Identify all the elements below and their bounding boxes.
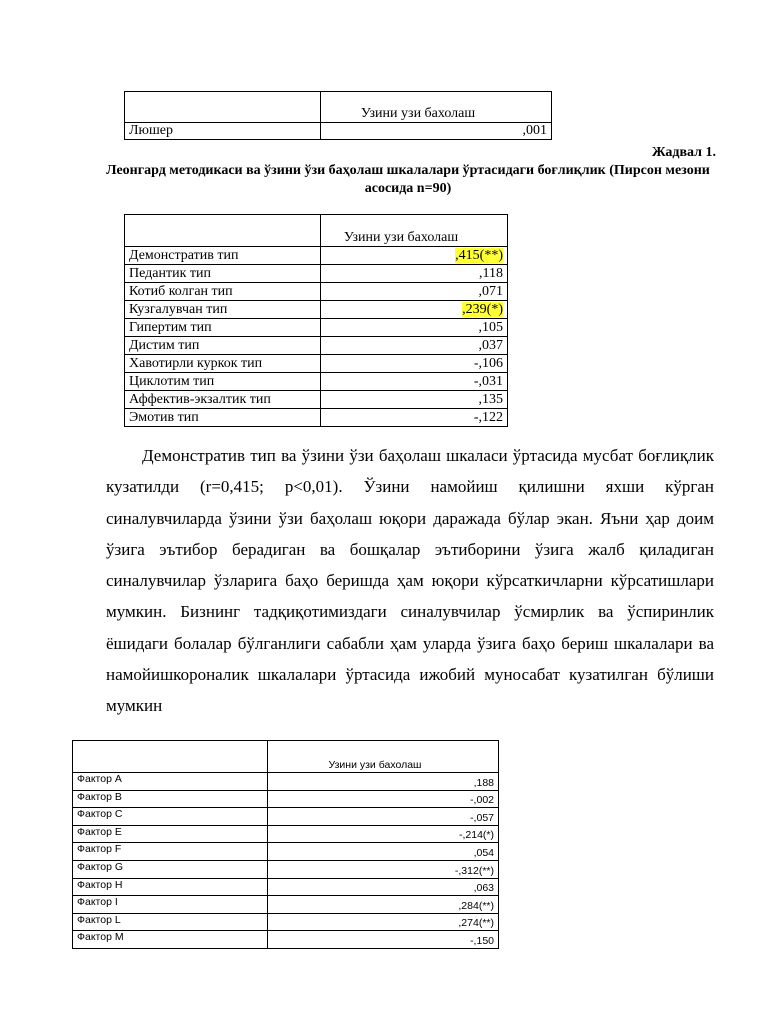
row-label: Фактор M [73, 931, 268, 949]
table-row [73, 913, 499, 931]
table-row [125, 373, 508, 391]
row-label: Дистим тип [125, 337, 321, 355]
row-value: ,054 [268, 843, 499, 861]
table-caption-title: Леонгард методикаси ва ўзини ўзи баҳолаш шкалалари ўртасидаги боғлиқлик (Пирсон мезони асосида n=90) [106, 163, 710, 196]
table-row [73, 825, 499, 843]
row-value: -,057 [268, 808, 499, 826]
row-label: Демонстратив тип [125, 247, 321, 265]
table2-header: Узини узи бахолаш [321, 215, 508, 247]
row-value: ,284(**) [268, 896, 499, 914]
row-label: Котиб колган тип [125, 283, 321, 301]
table-row [73, 790, 499, 808]
table-row [125, 123, 552, 140]
row-label: Фактор H [73, 878, 268, 896]
table-row [125, 301, 508, 319]
row-value: -,106 [321, 355, 508, 373]
body-paragraph [106, 440, 714, 722]
table-row [73, 878, 499, 896]
table-row [125, 337, 508, 355]
leonhard-correlation-table [124, 214, 508, 427]
row-label: Кузгалувчан тип [125, 301, 321, 319]
row-label: Эмотив тип [125, 409, 321, 427]
row-label: Аффектив-экзалтик тип [125, 391, 321, 409]
row-label: Циклотим тип [125, 373, 321, 391]
table-row [125, 283, 508, 301]
row-value: -,031 [321, 373, 508, 391]
row-value: ,274(**) [268, 913, 499, 931]
row-label: Фактор A [73, 773, 268, 791]
row-value: ,001 [321, 123, 552, 140]
highlighted-value: ,239(*) [462, 301, 503, 317]
row-label: Фактор C [73, 808, 268, 826]
luscher-correlation-table [124, 91, 552, 140]
row-label: Люшер [125, 123, 321, 140]
row-value: -,312(**) [268, 860, 499, 878]
table-row [73, 843, 499, 861]
row-value: -,150 [268, 931, 499, 949]
highlighted-value: ,415(**) [455, 247, 503, 263]
table-row [125, 265, 508, 283]
row-label: Гипертим тип [125, 319, 321, 337]
table3-header: Узини узи бахолаш [268, 741, 499, 773]
table-row [73, 808, 499, 826]
cattell-factor-table [72, 740, 499, 949]
row-label: Педантик тип [125, 265, 321, 283]
paragraph-text: Демонстратив тип ва ўзини ўзи баҳолаш шкаласи ўртасида мусбат боғлиқлик кузатилди (r=0,415; p<0,01). Ўзини намойиш қилишни яхши кўрган синалувчиларда ўзини ўзи баҳолаш юқори даражада бўлар экан. Яъни ҳар доим ўзига эътибор берадиган ва бошқалар эътиборини ўзига жалб қиладиган синалувчилар ўзларига баҳо беришда ҳам юқори кўрсаткичларни кўрсатишлари мумкин. Бизнинг тадқиқотимиздаги синалувчилар ўсмирлик ва ўспиринлик ёшидаги болалар бўлганлиги сабабли ҳам уларда ўзига баҳо бериш шкалалари ва намойишкороналик шкалалари ўртасида ижобий муносабат кузатилган бўлиши мумкин [106, 446, 714, 716]
table-row [125, 391, 508, 409]
row-value: ,071 [321, 283, 508, 301]
row-value [321, 247, 508, 265]
row-value: ,105 [321, 319, 508, 337]
row-value [321, 301, 508, 319]
table-row [125, 355, 508, 373]
table-row [73, 931, 499, 949]
table-row [73, 860, 499, 878]
row-label: Фактор B [73, 790, 268, 808]
table-row [125, 247, 508, 265]
row-label: Фактор G [73, 860, 268, 878]
row-value: -,122 [321, 409, 508, 427]
table-caption-label: Жадвал 1. [651, 145, 716, 160]
row-value: ,188 [268, 773, 499, 791]
row-label: Фактор I [73, 896, 268, 914]
row-value: ,135 [321, 391, 508, 409]
table-row [73, 896, 499, 914]
row-value: ,063 [268, 878, 499, 896]
row-value: -,002 [268, 790, 499, 808]
table3-corner-cell [73, 741, 268, 773]
row-value: -,214(*) [268, 825, 499, 843]
row-label: Фактор L [73, 913, 268, 931]
table1-corner-cell [125, 92, 321, 123]
row-label: Фактор E [73, 825, 268, 843]
row-value: ,118 [321, 265, 508, 283]
row-label: Фактор F [73, 843, 268, 861]
table1-header: Узини узи бахолаш [321, 92, 552, 123]
row-label: Хавотирли куркок тип [125, 355, 321, 373]
table-row [125, 409, 508, 427]
table-row [73, 773, 499, 791]
table2-corner-cell [125, 215, 321, 247]
table-row [125, 319, 508, 337]
row-value: ,037 [321, 337, 508, 355]
